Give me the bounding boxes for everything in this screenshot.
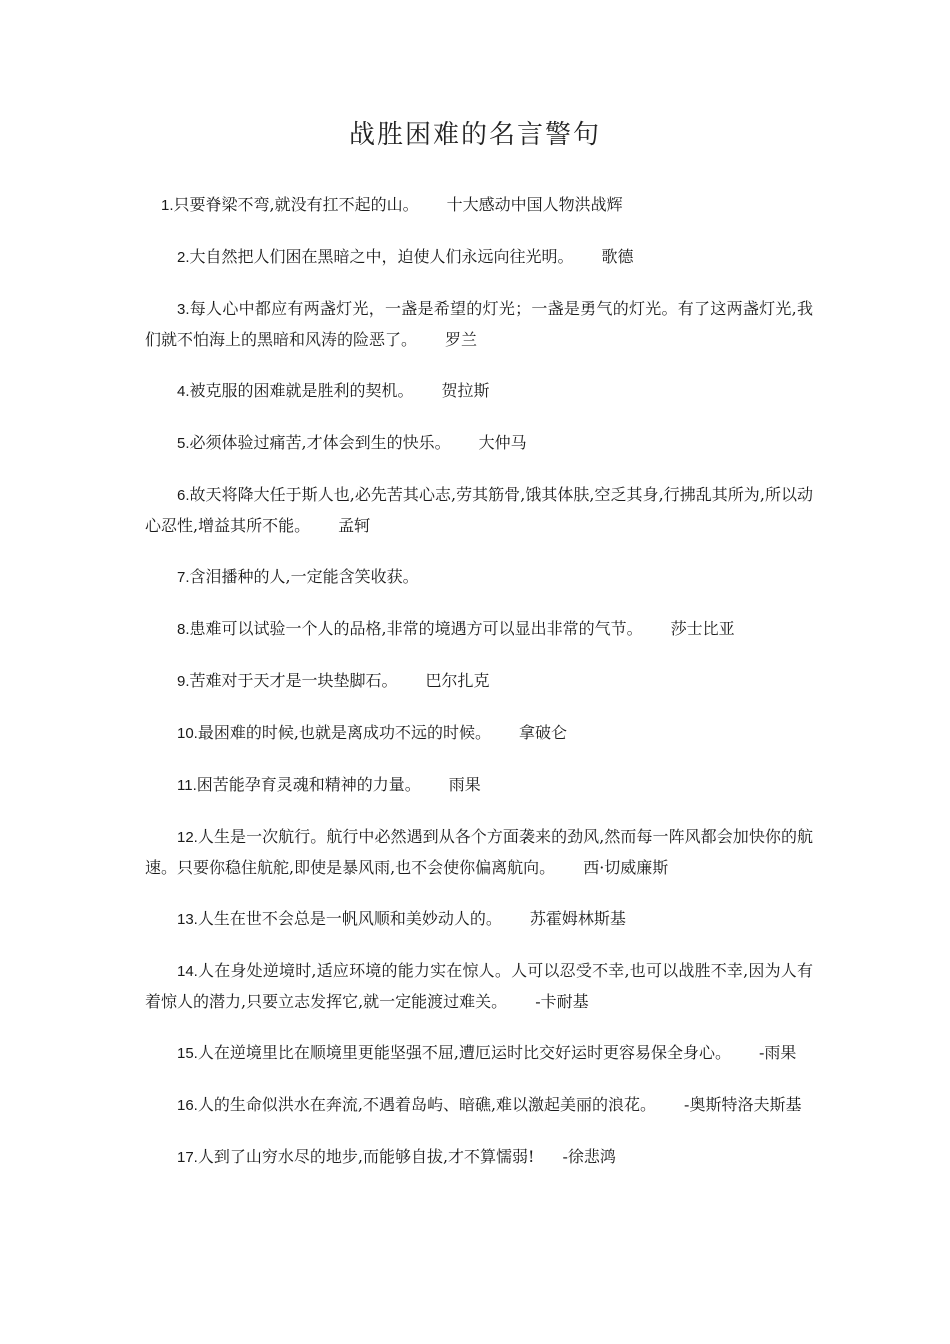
quote-number: 1. — [161, 197, 174, 214]
quote-item — [145, 480, 813, 541]
quote-text: 只要脊梁不弯,就没有扛不起的山。 — [173, 195, 419, 214]
quote-text: 大自然把人们困在黑暗之中，迫使人们永远向往光明。 — [189, 247, 574, 266]
quote-author: 孟轲 — [338, 516, 371, 535]
quote-number: 15. — [177, 1045, 198, 1062]
quote-author: 十大感动中国人物洪战辉 — [446, 195, 623, 214]
quote-text: 苦难对于天才是一块垫脚石。 — [189, 671, 398, 690]
quote-item — [145, 242, 813, 273]
quote-author: 莎士比亚 — [670, 619, 735, 638]
quote-item — [145, 956, 813, 1017]
quote-text: 人的生命似洪水在奔流,不遇着岛屿、暗礁,难以激起美丽的浪花。 — [197, 1095, 657, 1114]
quote-item — [145, 904, 813, 935]
quote-text: 人在逆境里比在顺境里更能坚强不屈,遭厄运时比交好运时更容易保全身心。 — [197, 1043, 731, 1062]
quote-author: 巴尔扎克 — [425, 671, 490, 690]
quote-item — [145, 376, 813, 407]
page-title: 战胜困难的名言警句 — [348, 120, 601, 150]
quote-number: 3. — [177, 301, 190, 318]
quote-item — [145, 190, 813, 221]
quote-text: 被克服的困难就是胜利的契机。 — [189, 381, 414, 400]
quote-author: 歌德 — [601, 247, 634, 266]
quote-text: 必须体验过痛苦,才体会到生的快乐。 — [189, 433, 451, 452]
quote-text: 人在身处逆境时,适应环境的能力实在惊人。人可以忍受不幸,也可以战胜不幸,因为人有着惊人的潜力,只要立志发挥它,就一定能渡过难关。 — [145, 961, 813, 1011]
quote-item — [145, 666, 813, 697]
quote-item — [145, 294, 813, 355]
quote-text: 含泪播种的人,一定能含笑收获。 — [189, 567, 419, 586]
quote-number: 17. — [177, 1149, 198, 1166]
quote-number: 5. — [177, 435, 190, 452]
quote-author: 西·切威廉斯 — [583, 858, 669, 877]
quote-text: 人到了山穷水尽的地步,而能够自拔,才不算懦弱! — [197, 1147, 535, 1166]
quote-number: 9. — [177, 673, 190, 690]
quote-number: 11. — [177, 777, 197, 794]
quote-text: 患难可以试验一个人的品格,非常的境遇方可以显出非常的气节。 — [189, 619, 643, 638]
quote-item — [145, 428, 813, 459]
quote-number: 13. — [177, 911, 198, 928]
quote-text: 人生是一次航行。航行中必然遇到从各个方面袭来的劲风,然而每一阵风都会加快你的航速。只要你稳住航舵,即使是暴风雨,也不会使你偏离航向。 — [145, 827, 813, 877]
quote-author: -徐悲鸿 — [562, 1147, 616, 1166]
quote-number: 16. — [177, 1097, 198, 1114]
quote-list — [145, 190, 813, 1194]
quote-author: 贺拉斯 — [441, 381, 490, 400]
quote-text: 故天将降大任于斯人也,必先苦其心志,劳其筋骨,饿其体肤,空乏其身,行拂乱其所为,所以动心忍性,增益其所不能。 — [145, 485, 813, 535]
quote-number: 2. — [177, 249, 190, 266]
quote-author: 大仲马 — [478, 433, 527, 452]
quote-author: 雨果 — [448, 775, 481, 794]
quote-number: 8. — [177, 621, 190, 638]
quote-author: 罗兰 — [445, 330, 478, 349]
quote-text: 最困难的时候,也就是离成功不远的时候。 — [197, 723, 491, 742]
quote-number: 4. — [177, 383, 190, 400]
quote-text: 困苦能孕育灵魂和精神的力量。 — [196, 775, 421, 794]
quote-number: 6. — [177, 487, 190, 504]
quote-item — [145, 718, 813, 749]
quote-author: 苏霍姆林斯基 — [529, 909, 626, 928]
quote-item — [145, 1038, 813, 1069]
quote-item — [145, 1142, 813, 1173]
quote-author: -雨果 — [758, 1043, 797, 1062]
quote-number: 7. — [177, 569, 190, 586]
quote-item — [145, 562, 813, 593]
quote-author: 拿破仑 — [518, 723, 567, 742]
quote-item — [145, 1090, 813, 1121]
quote-item — [145, 770, 813, 801]
quote-text: 每人心中都应有两盏灯光，一盏是希望的灯光；一盏是勇气的灯光。有了这两盏灯光,我们就不怕海上的黑暗和风涛的险恶了。 — [145, 299, 813, 349]
quote-number: 12. — [177, 829, 198, 846]
quote-item — [145, 614, 813, 645]
quote-item — [145, 822, 813, 883]
quote-author: -卡耐基 — [535, 992, 589, 1011]
quote-author: -奥斯特洛夫斯基 — [684, 1095, 802, 1114]
quote-number: 14. — [177, 963, 198, 980]
quote-text: 人生在世不会总是一帆风顺和美妙动人的。 — [197, 909, 502, 928]
quote-number: 10. — [177, 725, 198, 742]
